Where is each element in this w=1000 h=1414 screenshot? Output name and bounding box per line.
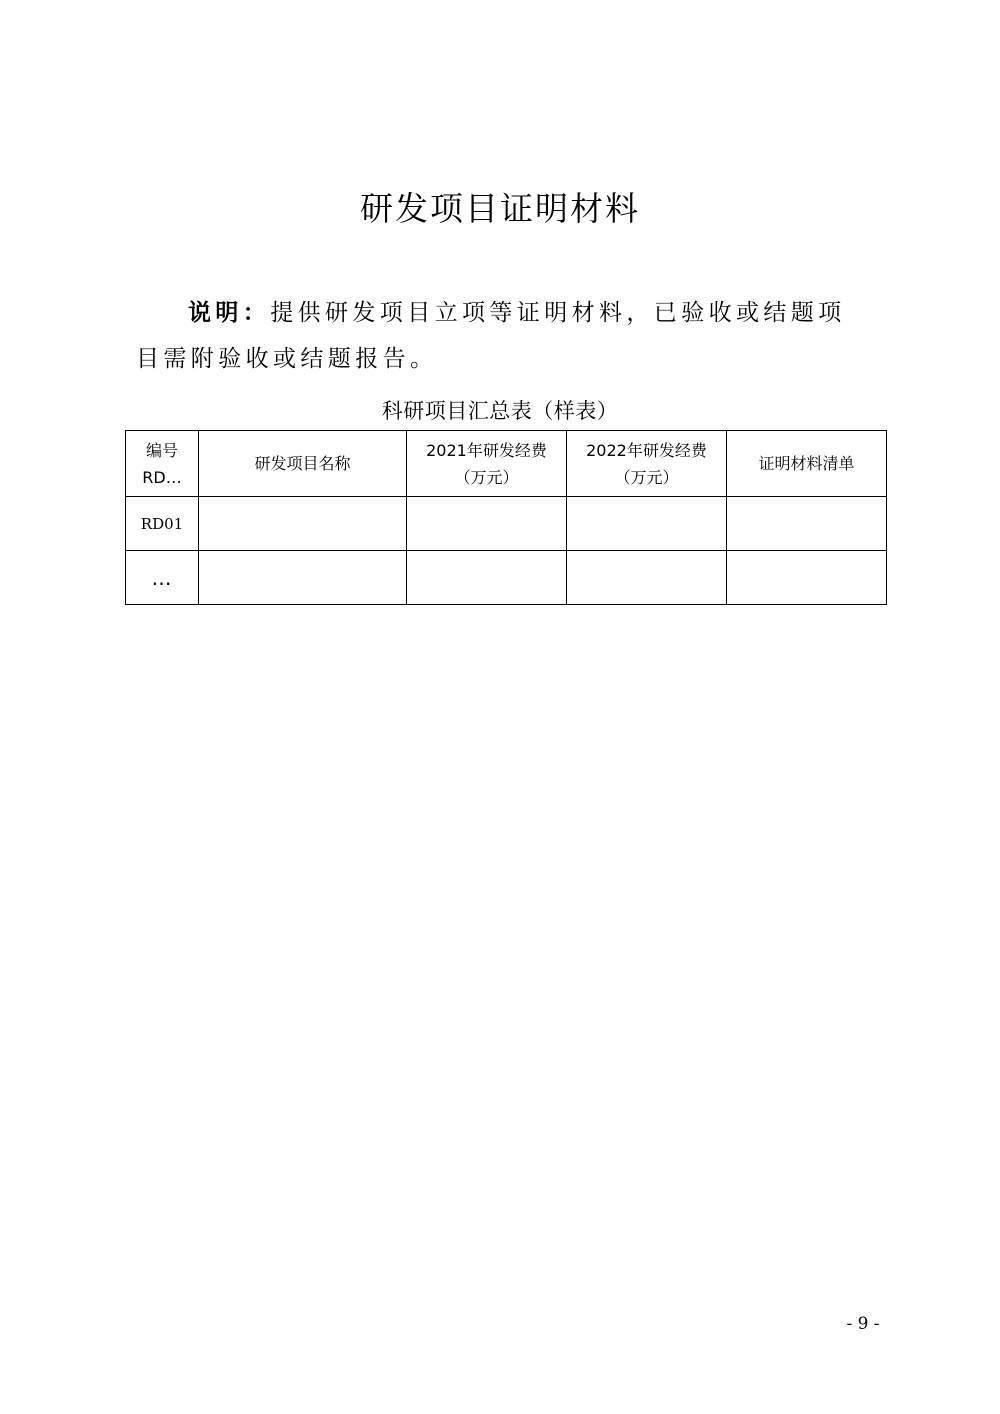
table-row (126, 497, 887, 551)
page-number: - 9 - (846, 1314, 880, 1334)
table-cell-project-name (199, 551, 407, 605)
header-funding-2021-label: 2021年研发经费 (426, 440, 547, 460)
instruction-paragraph (136, 290, 866, 382)
table-cell-number: RD01 (126, 497, 199, 551)
header-cell-funding-2022 (567, 431, 727, 497)
header-materials-list-label: 证明材料清单 (758, 454, 855, 473)
table-header-row (126, 431, 887, 497)
table-cell-funding-2021 (407, 497, 567, 551)
header-cell-number (126, 431, 199, 497)
page-title: 研发项目证明材料 (360, 189, 640, 228)
header-cell-funding-2021 (407, 431, 567, 497)
table-caption: 科研项目汇总表（样表） (381, 399, 619, 423)
header-number-label: 编号 (145, 440, 178, 460)
table-cell-project-name (199, 497, 407, 551)
project-summary-table (125, 430, 887, 605)
table-cell-number: … (126, 551, 199, 605)
header-project-name-label: 研发项目名称 (254, 454, 351, 473)
header-funding-2021-unit: （万元） (454, 467, 519, 487)
table-cell-funding-2022 (567, 551, 727, 605)
instruction-label: 说明： (188, 299, 271, 326)
table-cell-funding-2022 (567, 497, 727, 551)
table-cell-materials-list (727, 497, 887, 551)
instruction-text: 提供研发项目立项等证明材料，已验收或结题项目需附验收或结题报告。 (136, 300, 846, 372)
header-funding-2022-unit: （万元） (614, 467, 679, 487)
header-number-code: RD… (142, 467, 182, 487)
header-funding-2022-label: 2022年研发经费 (586, 440, 707, 460)
table-cell-materials-list (727, 551, 887, 605)
header-cell-project-name (199, 431, 407, 497)
table-cell-funding-2021 (407, 551, 567, 605)
header-cell-materials-list (727, 431, 887, 497)
table-row (126, 551, 887, 605)
